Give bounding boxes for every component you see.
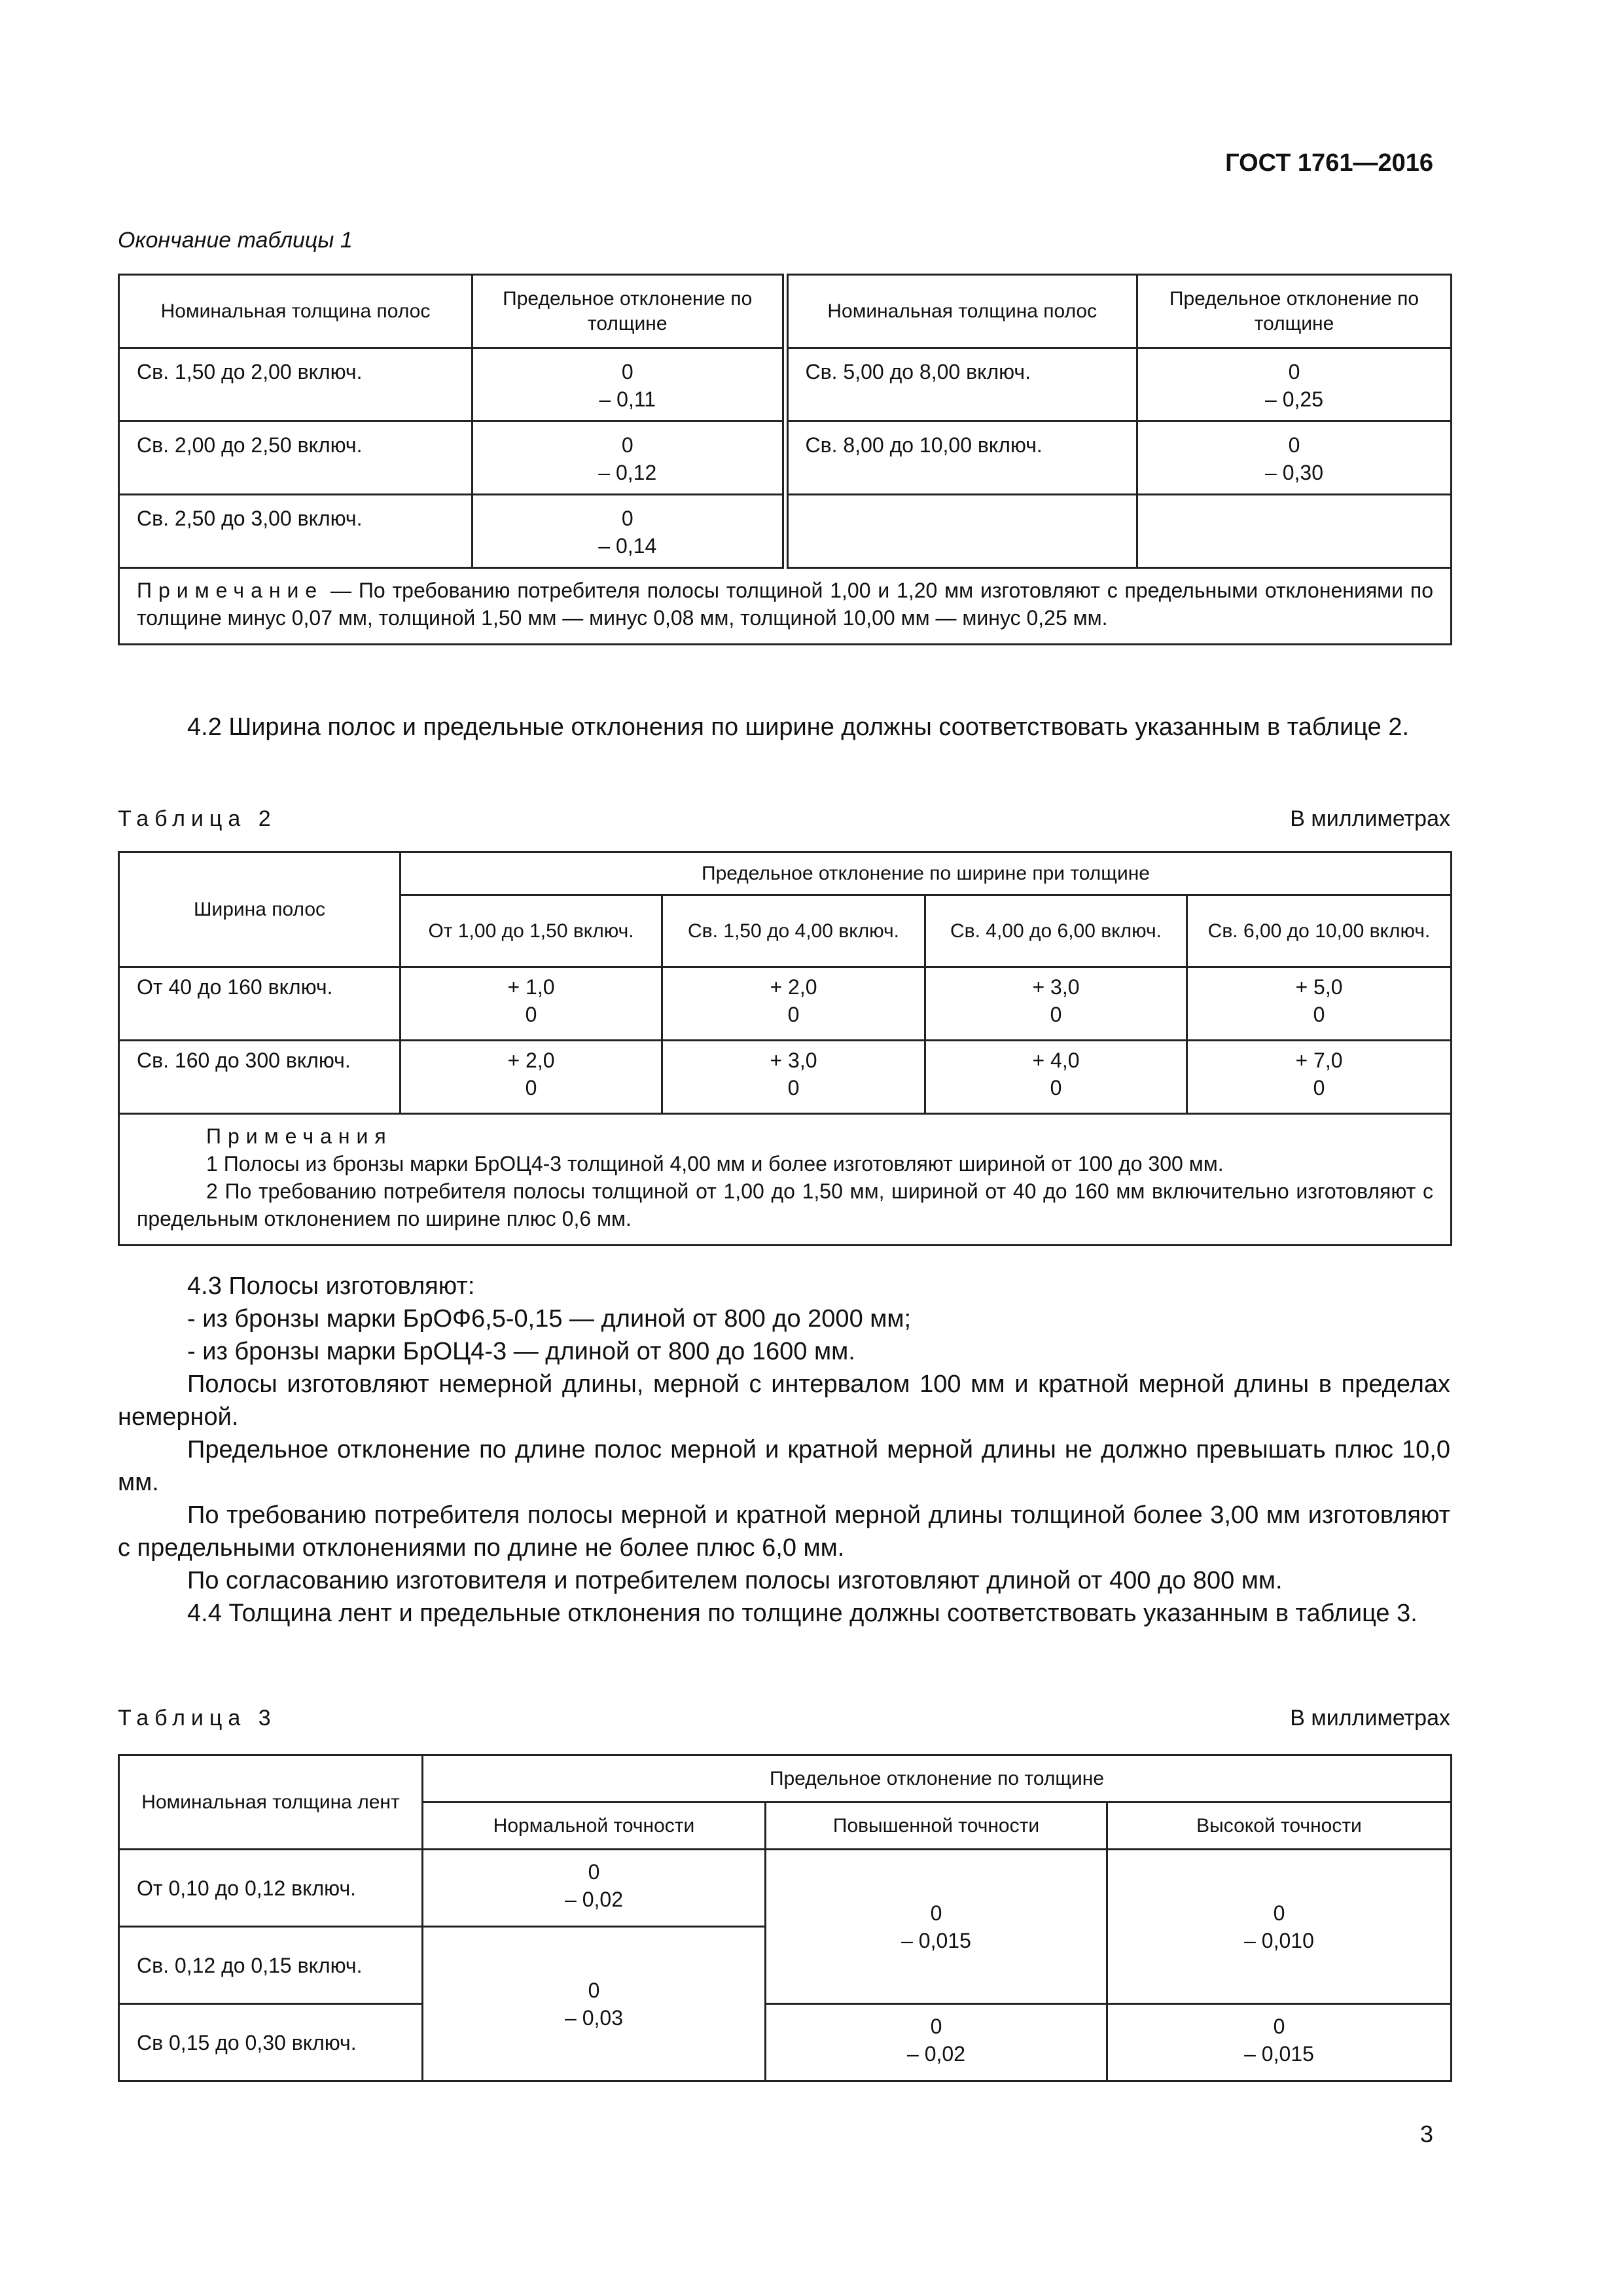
page-number: 3 [1419, 2121, 1433, 2147]
notes-label: Примечания [206, 1124, 393, 1148]
table-cell [1137, 495, 1452, 568]
table-cell: + 7,0 0 [1187, 1041, 1452, 1114]
column-header: Св. 1,50 до 4,00 включ. [662, 895, 925, 967]
table-note-row [119, 568, 1452, 645]
table-cell: 0 – 0,03 [423, 1927, 766, 2081]
paragraph: По требованию потребителя полосы мерной и кратной мерной длины толщиной более 3,00 мм изготовляют с предельными отклонениями по длине не более плюс 6,0 мм. [118, 1501, 1450, 1562]
table-notes [119, 1114, 1452, 1246]
table-row [119, 495, 1452, 568]
table2-unit: В миллиметрах [1290, 806, 1450, 831]
table-row [119, 422, 1452, 495]
table-row [119, 1850, 1452, 1927]
table-cell: Св. 2,50 до 3,00 включ. [119, 495, 473, 568]
table-cell: 0 – 0,25 [1137, 348, 1452, 422]
section-4-3 [118, 1270, 1450, 1630]
column-header: Ширина полос [119, 852, 401, 967]
table-cell: + 2,0 0 [401, 1041, 662, 1114]
table-header-row [119, 275, 1452, 348]
table3-caption: Таблица 3 [118, 1706, 277, 1731]
table-cell: Св. 8,00 до 10,00 включ. [785, 422, 1137, 495]
column-header: Номинальная толщина лент [119, 1755, 423, 1850]
table-cell: Св. 0,12 до 0,15 включ. [119, 1927, 423, 2004]
column-header: Номинальная толщина полос [119, 275, 473, 348]
table-cell [785, 495, 1137, 568]
table-cell: Св 0,15 до 0,30 включ. [119, 2004, 423, 2081]
group-header: Предельное отклонение по толщине [423, 1755, 1452, 1803]
table-cell: + 3,0 0 [925, 967, 1187, 1041]
section-title: 4.3 Полосы изготовляют: [187, 1272, 475, 1300]
table-note [119, 568, 1452, 645]
table-cell: Св. 1,50 до 2,00 включ. [119, 348, 473, 422]
note-1: 1 Полосы из бронзы марки БрОЦ4-3 толщиной 4,00 мм и более изготовляют шириной от 100 до 300 мм. [206, 1152, 1224, 1175]
table-cell: 0 – 0,015 [766, 1850, 1107, 2004]
table-cell: 0 – 0,30 [1137, 422, 1452, 495]
table-cell: + 5,0 0 [1187, 967, 1452, 1041]
table1-caption: Окончание таблицы 1 [118, 228, 353, 253]
column-header: Св. 6,00 до 10,00 включ. [1187, 895, 1452, 967]
table-cell: Св. 2,00 до 2,50 включ. [119, 422, 473, 495]
table-cell: 0 – 0,14 [473, 495, 785, 568]
note-2: 2 По требованию потребителя полосы толщиной от 1,00 до 1,50 мм, шириной от 40 до 160 мм включительно изготовляют с предельным отклонением по ширине плюс 0,6 мм. [137, 1179, 1433, 1230]
table-cell: Св. 5,00 до 8,00 включ. [785, 348, 1137, 422]
table-cell: + 4,0 0 [925, 1041, 1187, 1114]
column-header: От 1,00 до 1,50 включ. [401, 895, 662, 967]
table-cell: 0 – 0,11 [473, 348, 785, 422]
note-label: Примечание [137, 579, 324, 602]
table-1 [118, 274, 1452, 645]
list-item: - из бронзы марки БрОЦ4-3 — длиной от 800 до 1600 мм. [187, 1338, 855, 1365]
paragraph: Предельное отклонение по длине полос мерной и кратной мерной длины не должно превышать плюс 10,0 мм. [118, 1436, 1450, 1496]
table-cell: + 2,0 0 [662, 967, 925, 1041]
table-row [119, 1041, 1452, 1114]
paragraph: По согласованию изготовителя и потребителем полосы изготовляют длиной от 400 до 800 мм. [187, 1567, 1283, 1594]
document-code: ГОСТ 1761—2016 [1225, 149, 1433, 177]
table-row [119, 967, 1452, 1041]
paragraph: Полосы изготовляют немерной длины, мерной с интервалом 100 мм и кратной мерной длины в пределах немерной. [118, 1371, 1450, 1431]
table-2 [118, 851, 1452, 1246]
table-cell: 0 – 0,02 [766, 2004, 1107, 2081]
table-note-row [119, 1114, 1452, 1246]
table-cell: + 3,0 0 [662, 1041, 925, 1114]
note-text: — По требованию потребителя полосы толщиной 1,00 и 1,20 мм изготовляют с предельными отклонениями по толщине минус 0,07 мм, толщиной 1,50 мм — минус 0,08 мм, толщиной 10,00 мм — минус 0,25 мм. [137, 579, 1433, 630]
table-header-row [119, 1755, 1452, 1803]
column-header: Нормальной точности [423, 1803, 766, 1850]
paragraph-4-2: 4.2 Ширина полос и предельные отклонения по ширине должны соответствовать указанным в таблице 2. [187, 713, 1410, 741]
group-header: Предельное отклонение по ширине при толщине [401, 852, 1452, 895]
column-header: Св. 4,00 до 6,00 включ. [925, 895, 1187, 967]
table-cell: 0 – 0,015 [1107, 2004, 1452, 2081]
table-header-row [119, 852, 1452, 895]
table-3 [118, 1754, 1452, 2082]
table-cell: 0 – 0,02 [423, 1850, 766, 1927]
table2-caption: Таблица 2 [118, 806, 277, 831]
table-row [119, 348, 1452, 422]
table-cell: От 0,10 до 0,12 включ. [119, 1850, 423, 1927]
list-item: - из бронзы марки БрОФ6,5-0,15 — длиной от 800 до 2000 мм; [187, 1305, 912, 1333]
column-header: Номинальная толщина полос [785, 275, 1137, 348]
table-cell: 0 – 0,12 [473, 422, 785, 495]
table-cell: + 1,0 0 [401, 967, 662, 1041]
table-cell: Св. 160 до 300 включ. [119, 1041, 401, 1114]
table3-unit: В миллиметрах [1290, 1706, 1450, 1731]
column-header: Повышенной точности [766, 1803, 1107, 1850]
column-header: Высокой точности [1107, 1803, 1452, 1850]
table-row [119, 2004, 1452, 2081]
column-header: Предельное отклонение по толщине [1137, 275, 1452, 348]
table-cell: От 40 до 160 включ. [119, 967, 401, 1041]
paragraph-4-4: 4.4 Толщина лент и предельные отклонения по толщине должны соответствовать указанным в таблице 3. [187, 1600, 1418, 1627]
column-header: Предельное отклонение по толщине [473, 275, 785, 348]
table-cell: 0 – 0,010 [1107, 1850, 1452, 2004]
